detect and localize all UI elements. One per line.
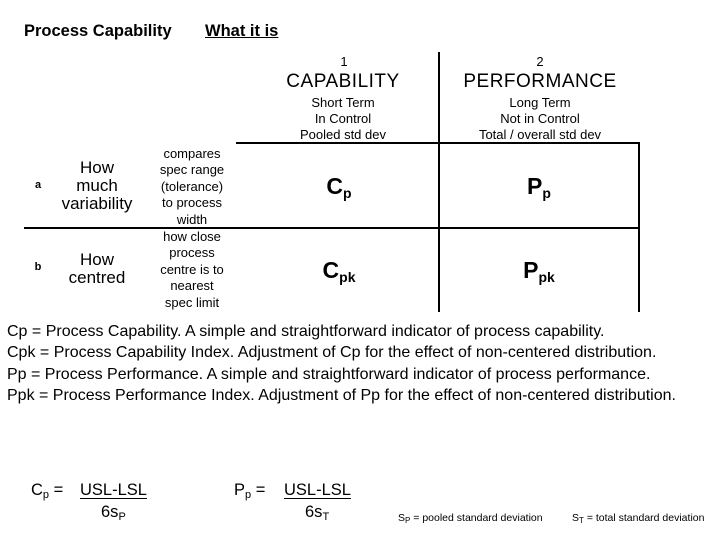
formula-cp-equals: = xyxy=(53,481,64,499)
row-b-desc-line: nearest xyxy=(170,278,214,294)
row-b-letter: b xyxy=(34,261,42,273)
footnote-sp xyxy=(398,512,543,525)
cell-ppk-symbol xyxy=(474,259,604,284)
row-b-label-line: centred xyxy=(68,267,126,287)
col2-title: PERFORMANCE xyxy=(463,71,617,92)
formula-pp-den-prefix: 6s xyxy=(305,503,323,521)
row-a-desc-line: width xyxy=(176,211,208,227)
slide-title: Process Capability xyxy=(24,22,172,40)
footnote-st-text: = total standard deviation xyxy=(586,512,705,524)
cell-cp-symbol xyxy=(274,175,404,200)
formula-pp-den-sub: T xyxy=(322,511,330,523)
row-a-label-line: How xyxy=(79,158,114,177)
row-a-label-line: variability xyxy=(61,193,133,213)
definition-cp: Cp = Process Capability. A simple and straightforward indicator of process capability. xyxy=(7,323,605,340)
formula-cp-den-sub: P xyxy=(118,511,126,523)
col1-line3: Pooled std dev xyxy=(299,127,386,142)
cell-cpk-sub: pk xyxy=(339,269,356,285)
cell-pp-base: P xyxy=(527,173,543,199)
footnote-st xyxy=(572,512,704,525)
vertical-divider xyxy=(438,52,440,312)
horizontal-divider-middle xyxy=(24,227,640,229)
cell-ppk-sub: pk xyxy=(538,269,555,285)
col2-line2: Not in Control xyxy=(500,111,580,126)
row-a-desc-line: to process xyxy=(162,195,222,211)
row-b-desc-line: centre is to xyxy=(160,261,224,277)
cell-cp-sub: p xyxy=(343,185,352,201)
col1-line1: Short Term xyxy=(311,95,375,110)
footnote-st-symbol: S xyxy=(572,512,580,524)
horizontal-divider-top xyxy=(236,142,640,144)
footnote-sp-text: = pooled standard deviation xyxy=(413,512,543,524)
col2-line3: Total / overall std dev xyxy=(478,127,602,142)
col1-line2: In Control xyxy=(314,111,372,126)
row-a-desc-line: (tolerance) xyxy=(160,178,224,194)
formula-cp-symbol: C xyxy=(31,481,43,499)
row-b-label-line: How xyxy=(79,250,114,269)
formula-cp-numerator: USL-LSL xyxy=(80,481,147,499)
formula-pp-numerator: USL-LSL xyxy=(284,481,351,499)
capability-matrix xyxy=(24,52,640,312)
footnote-st-sub: T xyxy=(579,516,584,525)
definitions-block xyxy=(7,321,707,407)
cell-ppk-base: P xyxy=(523,257,539,283)
footnote-sp-sub: P xyxy=(405,516,411,525)
formula-pp-symbol: P xyxy=(234,481,246,499)
row-a-letter: a xyxy=(34,179,42,191)
cell-pp-symbol xyxy=(474,175,604,200)
row-a-description xyxy=(144,146,240,228)
cell-cp-base: C xyxy=(326,173,344,199)
formula-cp-denominator xyxy=(101,503,126,523)
row-a-desc-line: spec range xyxy=(159,162,225,178)
col1-number: 1 xyxy=(340,54,348,69)
cell-pp-sub: p xyxy=(542,185,551,201)
definition-pp: Pp = Process Performance. A simple and straightforward indicator of process performance. xyxy=(7,365,651,383)
formula-pp-denominator xyxy=(305,503,329,523)
row-b-label xyxy=(50,251,144,287)
cell-cpk-base: C xyxy=(322,257,340,283)
col1-title: CAPABILITY xyxy=(286,71,400,92)
formula-pp-equals: = xyxy=(255,481,266,499)
cell-cpk-symbol xyxy=(274,259,404,284)
row-b-desc-line: process xyxy=(169,245,215,261)
col2-line1: Long Term xyxy=(509,95,571,110)
row-a-label xyxy=(50,159,144,213)
row-b-desc-line: how close xyxy=(163,229,221,244)
formula-cp-lhs xyxy=(31,481,63,501)
col2-number: 2 xyxy=(536,54,544,69)
formula-cp-symbol-sub: p xyxy=(42,489,50,501)
definition-cpk: Cpk = Process Capability Index. Adjustment of Cp for the effect of non-centered distribution. xyxy=(7,344,657,362)
row-a-desc-line: compares xyxy=(163,146,221,161)
definition-ppk: Ppk = Process Performance Index. Adjustment of Pp for the effect of non-centered distribution. xyxy=(7,387,676,405)
formula-pp-symbol-sub: p xyxy=(245,489,252,501)
formula-pp-lhs xyxy=(234,481,265,501)
row-a-label-line: much xyxy=(76,175,118,195)
row-b-description xyxy=(144,229,240,311)
row-b-desc-line: spec limit xyxy=(164,294,220,310)
footnote-sp-symbol: S xyxy=(398,512,406,524)
formula-cp-den-prefix: 6s xyxy=(101,503,119,521)
slide-subtitle-link[interactable]: What it is xyxy=(205,22,279,40)
